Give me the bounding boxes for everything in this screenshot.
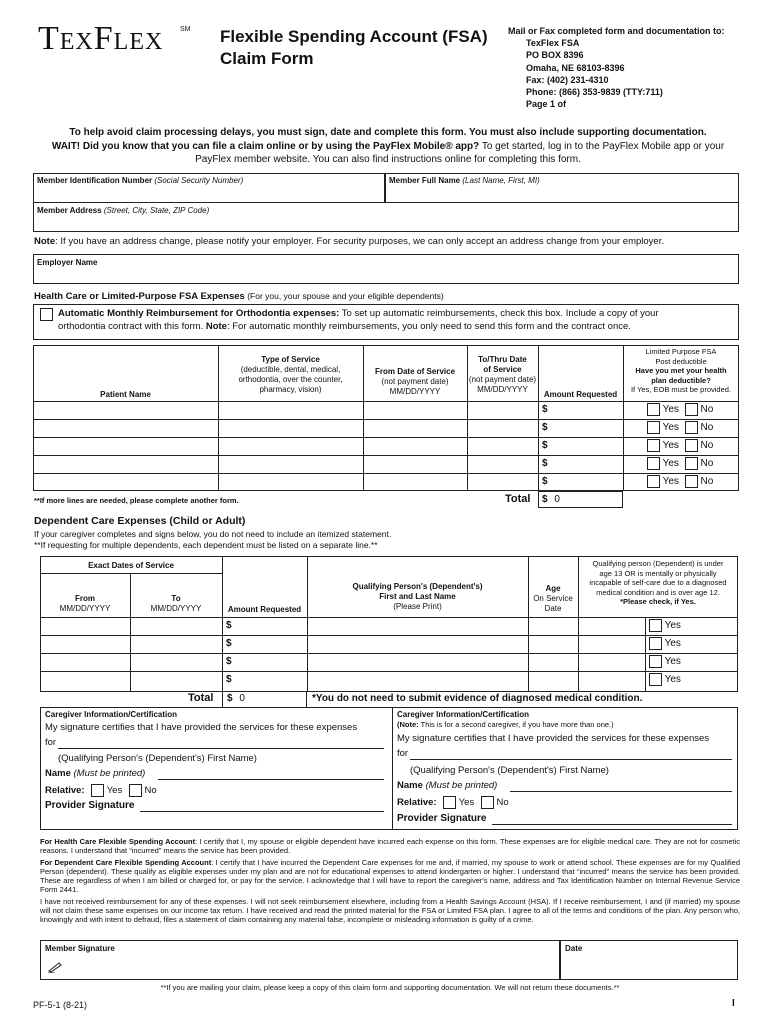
address-line: Omaha, NE 68103-8396: [526, 62, 625, 73]
row-yes-checkbox[interactable]: [647, 403, 660, 416]
member-address-hint: (Street, City, State, ZIP Code): [103, 206, 210, 215]
intro-line-2: To get started, log in to the PayFlex Mobile app or your: [479, 140, 725, 152]
health-heading: [34, 291, 444, 302]
caregiver-left-title: Caregiver Information/Certification: [45, 710, 178, 719]
row-yes: Yes: [662, 422, 679, 434]
table-row[interactable]: [33, 473, 739, 491]
row-no-checkbox[interactable]: [685, 457, 698, 470]
row-no: No: [700, 440, 714, 452]
dep-total-label: Total: [188, 692, 214, 704]
caregiver-left-name-label: Name: [45, 768, 71, 779]
row-no-checkbox[interactable]: [685, 475, 698, 488]
caregiver-left-for: for: [45, 737, 57, 748]
col-to: To MM/DD/YYYY: [150, 594, 202, 613]
mail-to: [508, 25, 725, 110]
row-yes: Yes: [664, 656, 681, 668]
ortho-text: [58, 307, 659, 333]
logo-text: TexFlex: [38, 20, 164, 57]
caregiver-right-note-label: (Note:: [397, 720, 419, 729]
title-line-1: Flexible Spending Account (FSA): [220, 27, 488, 46]
mailing-note: **If you are mailing your claim, please keep a copy of this claim form and supporting documentation. We will not return these documents.**: [160, 983, 620, 992]
intro-line-1: To help avoid claim processing delays, you must sign, date and complete this form. You must also include supporting documentation.: [69, 127, 707, 138]
row-yes: Yes: [664, 620, 681, 632]
employer-name-field[interactable]: [33, 254, 739, 284]
caregiver-right-qp: (Qualifying Person's (Dependent's) First Name): [410, 765, 609, 776]
health-heading-title: Health Care or Limited-Purpose FSA Expenses: [34, 291, 245, 302]
row-no-checkbox[interactable]: [685, 421, 698, 434]
ortho-text-2b: : For automatic monthly reimbursements, you only need to send this form and the contract once.: [226, 321, 631, 332]
caregiver-right-no-checkbox[interactable]: [481, 796, 494, 809]
row-dollar: $: [226, 638, 232, 649]
health-total-dollar: $: [542, 494, 548, 505]
legal-text: [40, 837, 740, 925]
col-amount-requested: Amount Requested: [543, 390, 618, 399]
caregiver-right-no: No: [496, 797, 509, 809]
caregiver-right-for: for: [397, 748, 409, 759]
date-label: Date: [565, 944, 583, 953]
row-dollar: $: [542, 422, 548, 433]
row-dollar: $: [226, 656, 232, 667]
col-patient-name: Patient Name: [100, 390, 151, 399]
address-line: Fax: (402) 231-4310: [526, 74, 609, 85]
caregiver-left-for-line[interactable]: [58, 748, 384, 749]
row-yes: Yes: [662, 458, 679, 470]
member-name-label: Member Full Name: [389, 176, 461, 185]
row-yes-checkbox[interactable]: [649, 619, 662, 632]
pen-icon: [48, 960, 62, 978]
health-total-label: Total: [505, 493, 531, 505]
row-yes: Yes: [662, 476, 679, 488]
member-address-label: Member Address: [37, 206, 102, 215]
no-evidence-note: *You do not need to submit evidence of diagnosed medical condition.: [312, 693, 643, 704]
page-mark: I: [732, 998, 735, 1009]
row-yes: Yes: [662, 404, 679, 416]
ortho-text-1: To set up automatic reimbursements, check this box. Include a copy of your: [339, 308, 659, 319]
caregiver-left-name-line[interactable]: [158, 779, 384, 780]
intro: [30, 126, 746, 167]
member-signature-label: Member Signature: [45, 944, 115, 953]
intro-line-3: PayFlex member website. You can also find instructions online for completing this form.: [195, 154, 581, 165]
row-dollar: $: [542, 476, 548, 487]
row-yes: Yes: [664, 638, 681, 650]
caregiver-left-no: No: [144, 785, 157, 797]
health-heading-note: (For you, your spouse and your eligible dependents): [244, 291, 444, 301]
row-yes: Yes: [664, 674, 681, 686]
table-row[interactable]: [33, 401, 739, 419]
row-yes-checkbox[interactable]: [647, 421, 660, 434]
row-no: No: [700, 422, 714, 434]
member-name-hint: (Last Name, First, MI): [462, 176, 540, 185]
table-row[interactable]: [33, 437, 739, 455]
dependent-line-2: **If requesting for multiple dependents, each dependent must be listed on a separate line.**: [34, 540, 378, 550]
col-from-date: From Date of Service (not payment date) MM/DD/YYYY: [374, 367, 456, 396]
ortho-title: Automatic Monthly Reimbursement for Orthodontia expenses:: [58, 308, 340, 319]
caregiver-right-name-line[interactable]: [510, 791, 732, 792]
health-total-value: 0: [554, 494, 560, 505]
legal-p3: I have not received reimbursement for any of these expenses. I will not seek reimbursement elsewhere, including from a Health Savings Account (HSA). If I receive reimbursement, I and (if married) my spouse will not claim these same expenses on our income tax return. I have received and read the printed material for the FSA or Limited FSA plan. I agree to all of the terms and conditions of the plan. Any person who, knowingly and with intent to defraud, files a statement of claim containing any material false, incomplete or misleading information is guilty of a crime.: [40, 896, 740, 925]
intro-wait: WAIT! Did you know that you can file a claim online or by using the PayFlex Mobile® app?: [51, 140, 480, 152]
logo-sm: SM: [180, 26, 191, 33]
dep-total-dollar: $: [227, 693, 233, 704]
row-no: No: [700, 458, 714, 470]
caregiver-right-cert: My signature certifies that I have provided the services for these expenses: [397, 733, 710, 744]
caregiver-right-yes-checkbox[interactable]: [443, 796, 456, 809]
member-id-hint: (Social Security Number): [154, 176, 244, 185]
col-dep-amount: Amount Requested: [227, 605, 302, 614]
dependent-heading: Dependent Care Expenses (Child or Adult): [34, 515, 246, 527]
caregiver-left-yes: Yes: [106, 785, 123, 797]
legal-p1: : I certify that I, my spouse or eligible dependent have incurred each expense on this form. These expenses are for eligible medical care. They are not for cosmetic reasons. I understand that “incurred” means the service has been provided.: [40, 837, 740, 856]
note-label: Note: [34, 236, 56, 247]
table-row[interactable]: [40, 635, 738, 653]
address-line: PO BOX 8396: [526, 50, 584, 61]
dep-total-value: 0: [239, 693, 245, 704]
member-id-label: Member Identification Number: [37, 176, 153, 185]
table-row[interactable]: [40, 617, 738, 635]
caregiver-left-cert: My signature certifies that I have provided the services for these expenses: [45, 722, 358, 733]
ortho-text-2a: orthodontia contract with this form.: [58, 321, 206, 332]
caregiver-right-provider-sig: Provider Signature: [397, 813, 487, 824]
caregiver-right-note: This is for a second caregiver, if you have more than one.): [418, 720, 614, 729]
caregiver-right-yes: Yes: [458, 797, 475, 809]
dependent-line-1: If your caregiver completes and signs below, you do not need to include an itemized statement.: [34, 529, 392, 539]
row-yes-checkbox[interactable]: [647, 457, 660, 470]
caregiver-left-name-hint: (Must be printed): [73, 768, 146, 779]
row-no: No: [700, 476, 714, 488]
caregiver-left-yes-checkbox[interactable]: [91, 784, 104, 797]
row-dollar: $: [226, 674, 232, 685]
form-title: [220, 26, 488, 70]
row-dollar: $: [542, 440, 548, 451]
member-signature-field[interactable]: [40, 940, 560, 980]
legal-p2-title: For Dependent Care Flexible Spending Account: [40, 857, 212, 867]
caregiver-left-qp: (Qualifying Person's (Dependent's) First Name): [58, 753, 257, 764]
note-text: : If you have an address change, please notify your employer. For security purposes, we can only accept an address change from your employer.: [55, 236, 664, 247]
caregiver-right-name-label: Name: [397, 780, 423, 791]
col-qualifying-check: Qualifying person (Dependent) is under age 13 OR is mentally or physically incapable of self-care due to a diagnosed medical condition and is over age 12. *Please check, if Yes.: [589, 559, 727, 606]
caregiver-left-no-checkbox[interactable]: [129, 784, 142, 797]
caregiver-left-provider-sig: Provider Signature: [45, 800, 135, 811]
caregiver-right-sig-line[interactable]: [492, 824, 732, 825]
caregiver-right-relative: Relative:: [397, 797, 437, 809]
row-dollar: $: [542, 404, 548, 415]
caregiver-right-name-hint: (Must be printed): [425, 780, 498, 791]
col-from: From MM/DD/YYYY: [59, 594, 111, 613]
col-to-date: To/Thru Date of Service (not payment date) MM/DD/YYYY: [468, 355, 537, 394]
row-no-checkbox[interactable]: [685, 403, 698, 416]
caregiver-right-for-line[interactable]: [410, 759, 732, 760]
form-id: PF-5-1 (8-21): [33, 1000, 88, 1010]
row-yes-checkbox[interactable]: [649, 637, 662, 650]
row-yes-checkbox[interactable]: [649, 673, 662, 686]
exact-dates-header: Exact Dates of Service: [88, 561, 174, 570]
logo: [38, 20, 163, 58]
row-yes: Yes: [662, 440, 679, 452]
col-type-of-service: Type of Service (deductible, dental, medical, orthodontia, over the counter, pharmacy, vision): [238, 355, 343, 394]
col-limited-purpose: Limited Purpose FSA Post deductible Have you met your health plan deductible? If Yes, EOB must be provided.: [630, 347, 732, 394]
mail-heading: Mail or Fax completed form and documentation to:: [508, 26, 725, 36]
ortho-checkbox[interactable]: [40, 308, 53, 321]
row-yes-checkbox[interactable]: [647, 439, 660, 452]
legal-p1-title: For Health Care Flexible Spending Account: [40, 837, 196, 846]
address-line: Phone: (866) 353-9839 (TTY:711): [526, 87, 663, 98]
col-age: Age On Service Date: [533, 584, 573, 613]
col-qualifying-person: Qualifying Person's (Dependent's) First and Last Name (Please Print): [352, 582, 483, 611]
row-yes-checkbox[interactable]: [647, 475, 660, 488]
table-row[interactable]: [33, 419, 739, 437]
caregiver-left-sig-line[interactable]: [140, 811, 384, 812]
table-row[interactable]: [40, 653, 738, 671]
address-note: [34, 236, 664, 247]
row-yes-checkbox[interactable]: [649, 655, 662, 668]
row-no-checkbox[interactable]: [685, 439, 698, 452]
row-no: No: [700, 404, 714, 416]
row-dollar: $: [226, 620, 232, 631]
more-lines-note: **If more lines are needed, please complete another form.: [34, 496, 239, 505]
table-row[interactable]: [40, 671, 738, 689]
row-dollar: $: [542, 458, 548, 469]
title-line-2: Claim Form: [220, 49, 314, 68]
caregiver-right-title: Caregiver Information/Certification: [397, 710, 530, 719]
address-line: TexFlex FSA: [526, 38, 580, 49]
caregiver-left-relative: Relative:: [45, 785, 85, 797]
table-row[interactable]: [33, 455, 739, 473]
address-line: Page 1 of: [526, 99, 567, 110]
ortho-note: Note: [205, 321, 227, 332]
legal-p2: : I certify that I have incurred the Dependent Care expenses for me and, if married, my spouse to work or attend school. These expenses are for my Qualified Person (dependent). These qualify as eligible expenses under my plan and are not for educational expenses to attend kindergarten or higher. I understand that “incurred” means the service has been provided. These are regardless of when I am billed or charged for, or pay for the service. I acknowledge that I will have to report the caregiver's name, address and Tax Identification Number on Internal Revenue Service Form 2441.: [40, 857, 740, 895]
employer-name-label: Employer Name: [37, 258, 98, 267]
date-field[interactable]: [560, 940, 738, 980]
